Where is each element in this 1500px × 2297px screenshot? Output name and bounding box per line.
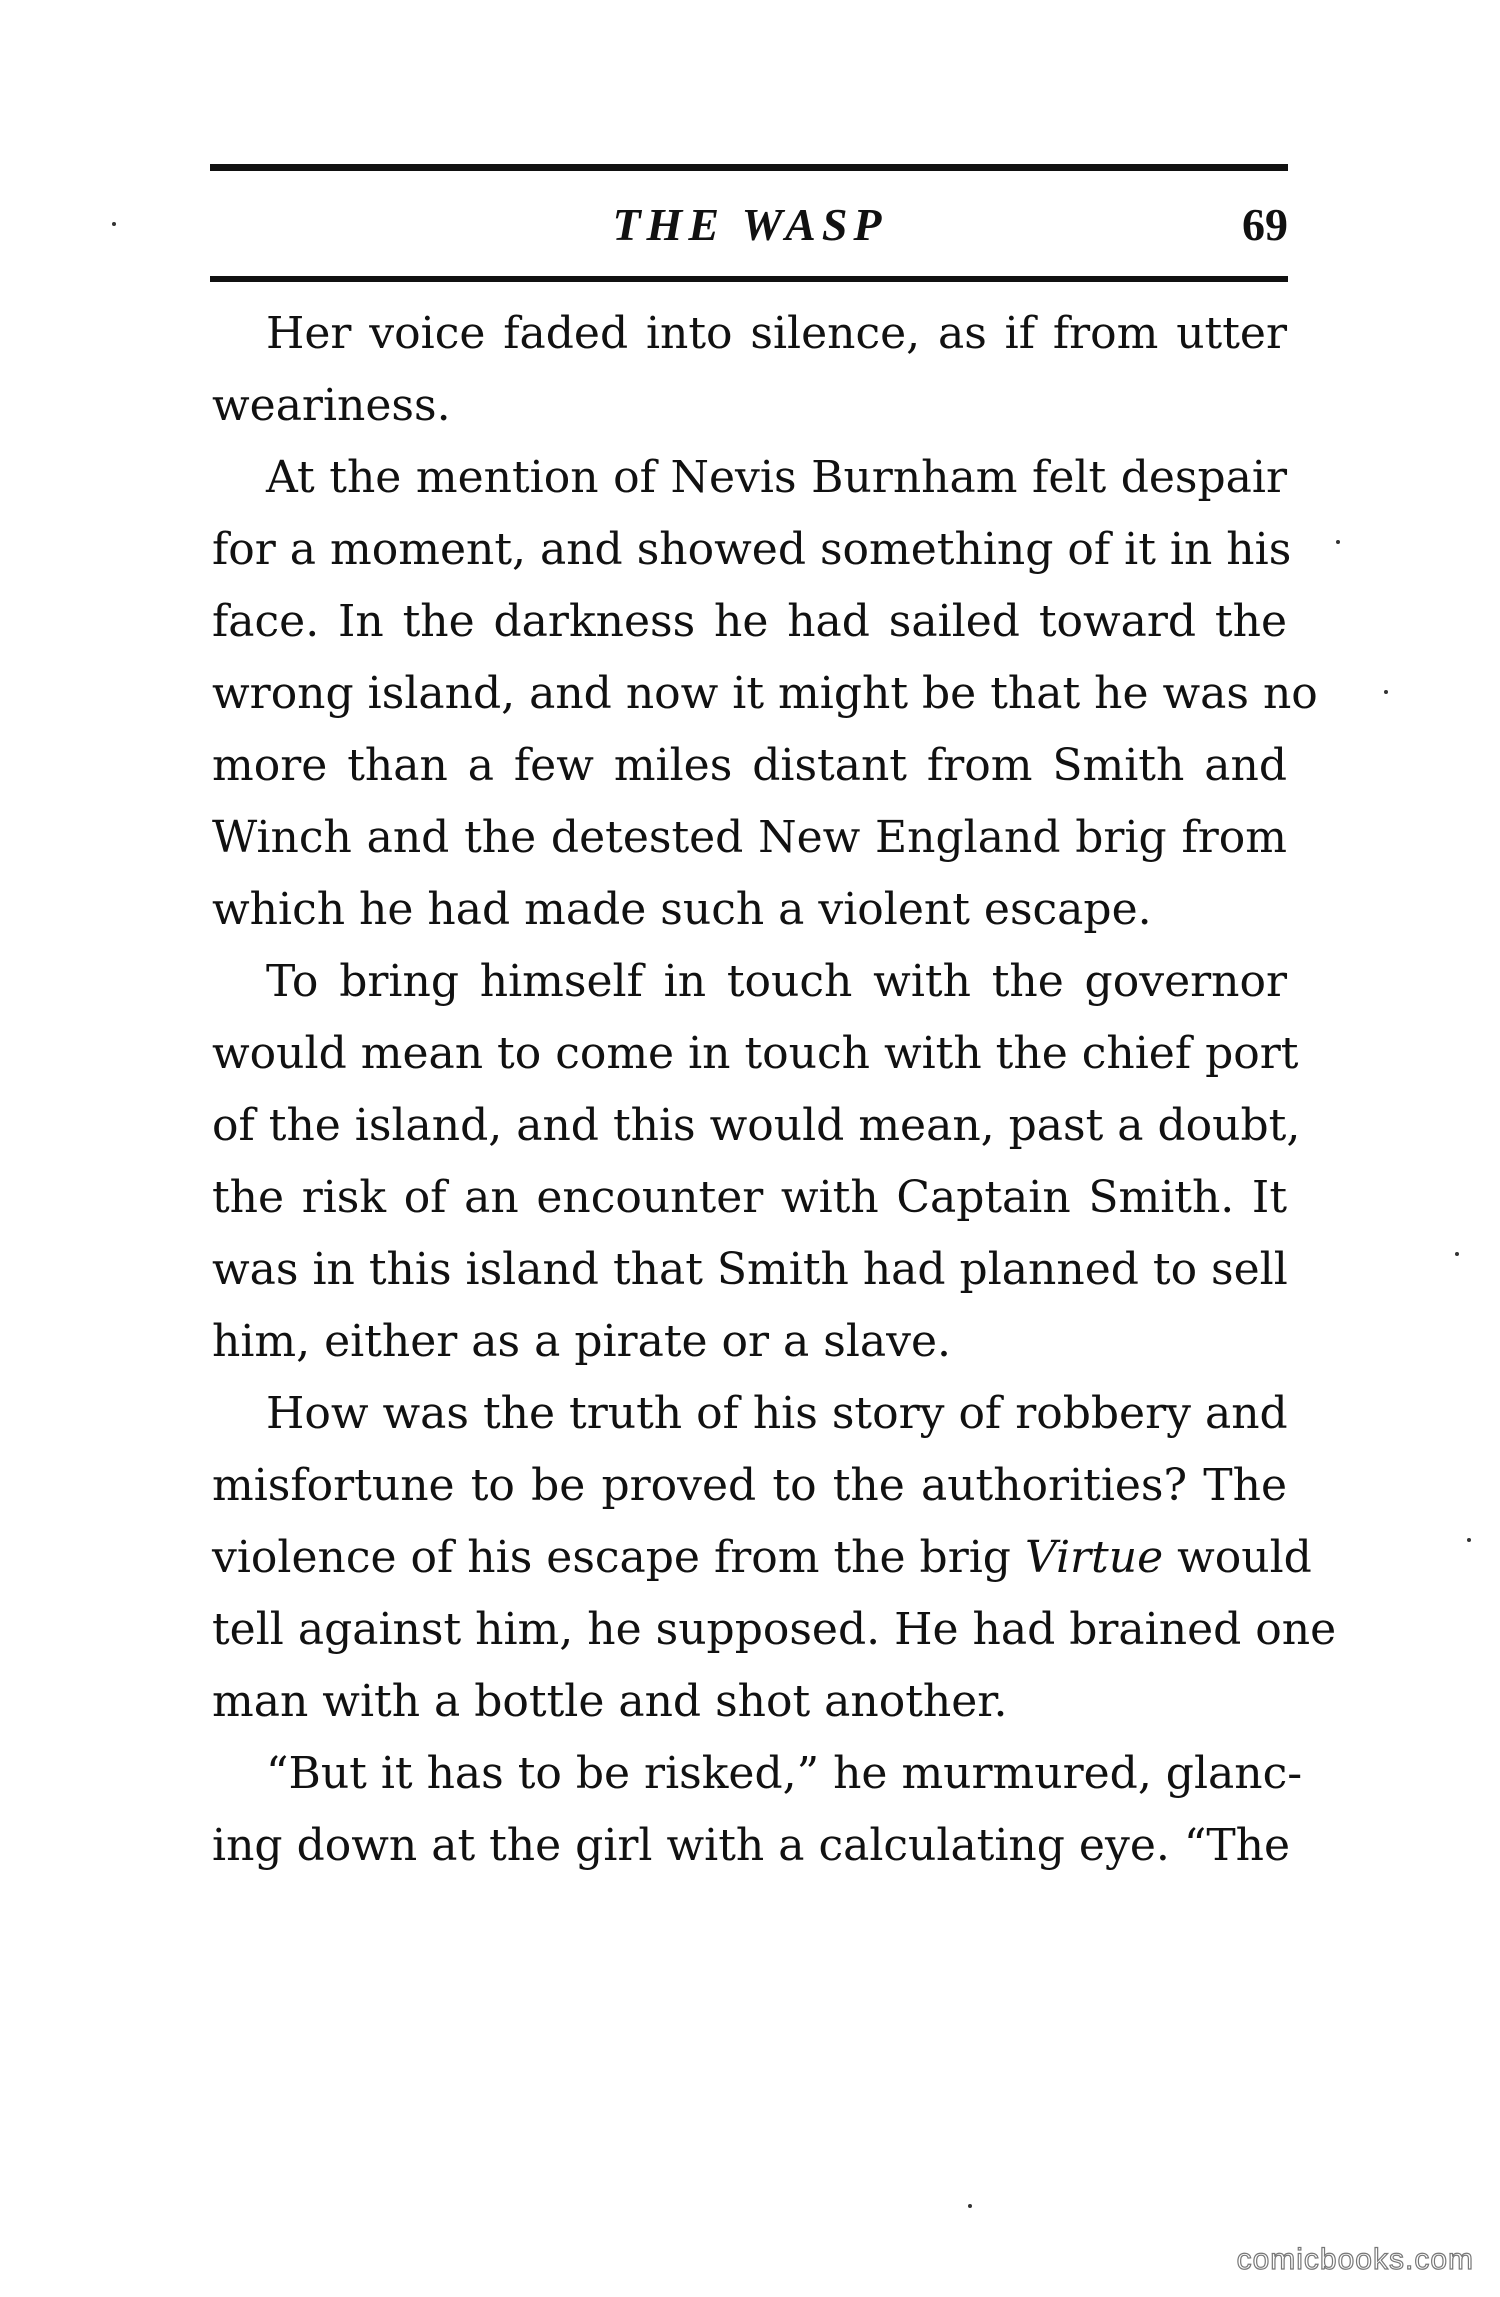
text-line: him, either as a pirate or a slave. [212, 1316, 952, 1367]
text-line: At the mention of Nevis Burnham felt despair [266, 452, 1287, 503]
text-line: man with a bottle and shot another. [212, 1676, 1008, 1727]
text-segment: would [1163, 1532, 1312, 1583]
ship-name: Virtue [1024, 1532, 1164, 1583]
text-line: of the island, and this would mean, past a doubt, [212, 1100, 1301, 1151]
text-line: face. In the darkness he had sailed toward the [212, 596, 1287, 647]
header-rule-bottom [210, 276, 1288, 282]
running-title: THE WASP [612, 199, 888, 250]
text-line: misfortune to be proved to the authorities? The [212, 1460, 1287, 1511]
text-line: To bring himself in touch with the governor [266, 956, 1287, 1007]
header-rule-top [210, 164, 1288, 171]
text-line: the risk of an encounter with Captain Smith. It [212, 1172, 1287, 1223]
text-line: ing down at the girl with a calculating eye. “The [212, 1820, 1291, 1871]
text-line-virtue [212, 1522, 1312, 1594]
print-speck [1455, 1252, 1459, 1256]
text-line: How was the truth of his story of robbery and [266, 1388, 1288, 1439]
print-speck [1384, 690, 1388, 694]
text-line: was in this island that Smith had planned to sell [212, 1244, 1288, 1295]
print-speck [968, 2204, 972, 2208]
watermark: comicbooks.com [1236, 2243, 1474, 2276]
text-line: for a moment, and showed something of it in his [212, 524, 1292, 575]
text-line: would mean to come in touch with the chief port [212, 1028, 1299, 1079]
text-line: tell against him, he supposed. He had brained one [212, 1604, 1337, 1655]
text-line: which he had made such a violent escape. [212, 884, 1152, 935]
print-speck [1336, 540, 1340, 544]
print-speck [1467, 1538, 1471, 1542]
page-number: 69 [1242, 199, 1288, 250]
text-line: Her voice faded into silence, as if from utter [266, 308, 1287, 359]
text-line: wrong island, and now it might be that he was no [212, 668, 1318, 719]
text-line: “But it has to be risked,” he murmured, glanc- [266, 1748, 1303, 1799]
text-line: weariness. [212, 380, 451, 431]
text-line: more than a few miles distant from Smith and [212, 740, 1287, 791]
text-segment: violence of his escape from the brig [212, 1532, 1025, 1583]
print-speck [112, 222, 116, 226]
text-line: Winch and the detested New England brig from [212, 812, 1287, 863]
page-body [212, 298, 1337, 1882]
